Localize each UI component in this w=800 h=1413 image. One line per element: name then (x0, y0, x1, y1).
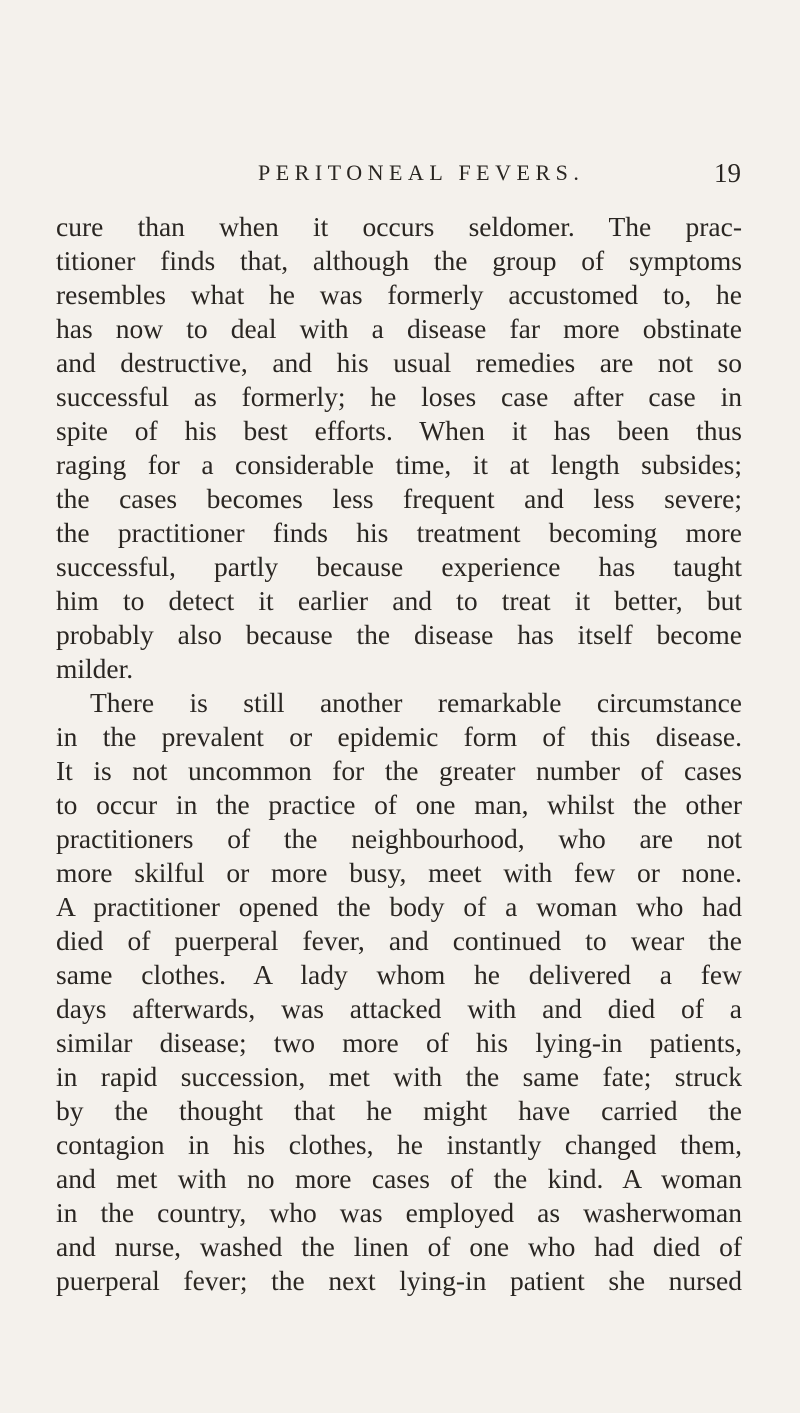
text-line: the practitioner finds his treatment becoming more (56, 517, 742, 548)
text-line: in the prevalent or epidemic form of this disease. (56, 721, 742, 752)
text-line: similar disease; two more of his lying-in patients, (56, 1027, 742, 1058)
text-line: died of puerperal fever, and continued to wear the (56, 925, 742, 956)
text-line: and nurse, washed the linen of one who had died of (56, 1231, 742, 1262)
text-line: contagion in his clothes, he instantly changed them, (56, 1129, 742, 1160)
text-line: cure than when it occurs seldomer. The prac- (56, 211, 742, 242)
paragraph-first-line: There is still another remarkable circumstance (90, 687, 742, 718)
text-line: days afterwards, was attacked with and died of a (56, 993, 742, 1024)
text-line: has now to deal with a disease far more obstinate (56, 313, 742, 344)
text-line: the cases becomes less frequent and less severe; (56, 483, 742, 514)
text-line: raging for a considerable time, it at length subsides; (56, 449, 742, 480)
text-line: probably also because the disease has itself become (56, 619, 742, 650)
text-line: by the thought that he might have carried the (56, 1095, 742, 1126)
text-line: It is not uncommon for the greater number of cases (56, 755, 742, 786)
text-line: resembles what he was formerly accustomed to, he (56, 279, 742, 310)
text-line: and destructive, and his usual remedies are not so (56, 347, 742, 378)
text-line: milder. (56, 653, 134, 684)
text-line: in rapid succession, met with the same fate; struck (56, 1061, 742, 1092)
running-head-title: PERITONEAL FEVERS. (258, 160, 585, 185)
page-number: 19 (714, 158, 741, 188)
text-line: in the country, who was employed as washerwoman (56, 1197, 742, 1228)
running-head (0, 158, 800, 198)
text-line: titioner finds that, although the group of symptoms (56, 245, 742, 276)
text-line: practitioners of the neighbourhood, who are not (56, 823, 742, 854)
text-line: successful as formerly; he loses case after case in (56, 381, 742, 412)
text-line: A practitioner opened the body of a woman who had (56, 891, 742, 922)
text-line: successful, partly because experience has taught (56, 551, 742, 582)
text-line: same clothes. A lady whom he delivered a few (56, 959, 742, 990)
text-line: and met with no more cases of the kind. A woman (56, 1163, 742, 1194)
text-line: him to detect it earlier and to treat it better, but (56, 585, 742, 616)
text-line: spite of his best efforts. When it has been thus (56, 415, 742, 446)
text-line: more skilful or more busy, meet with few or none. (56, 857, 742, 888)
text-line: puerperal fever; the next lying-in patient she nursed (56, 1265, 742, 1296)
text-line: to occur in the practice of one man, whilst the other (56, 789, 742, 820)
